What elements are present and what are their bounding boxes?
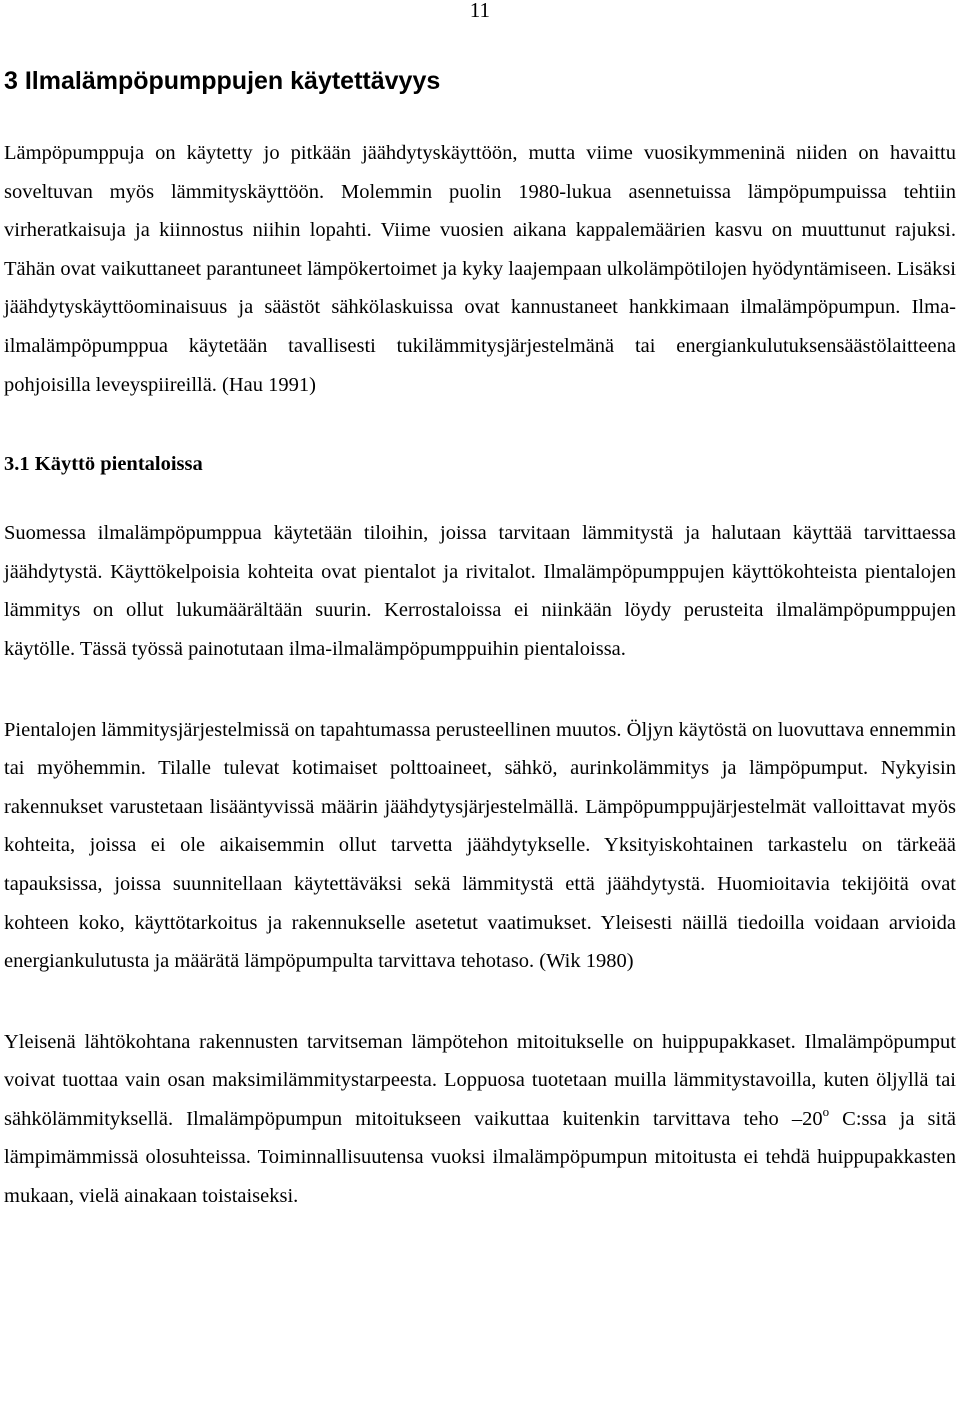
page-number: 11: [469, 0, 490, 22]
dimensioning-text-end: C:ssa ja sitä lämpimämmissä olosuhteissa. Toiminnallisuutensa vuoksi ilmalämpöpumpun mitoitusta ei tehdä huippupakkasten mukaan, vielä ainakaan toistaiseksi.: [4, 1107, 956, 1208]
paragraph-usage: Suomessa ilmalämpöpumppua käytetään tiloihin, joissa tarvitaan lämmitystä ja halutaan käyttää tarvittaessa jäähdytystä. Käyttökelpoisia kohteita ovat pientalot ja rivitalot. Ilmalämpöpumppujen käyttökohteista pientalojen lämmitys on ollut lukumäärältään suurin. Kerrostaloissa ei niinkään löydy perusteita ilmalämpöpumppujen käytölle. Tässä työssä painotutaan ilma-ilmalämpöpumppuihin pientaloissa.: [4, 522, 956, 660]
dimensioning-text-start: Yleisenä lähtökohtana rakennusten tarvitseman lämpötehon mitoitukselle on huippupakkaset. Ilmalämpöpumput voivat tuottaa vain osan maksimilämmitystarpeesta. Loppuosa tuotetaan muilla lämmitystavoilla, kuten öljyllä tai sähkölämmityksellä. Ilmalämpöpumpun mitoitukseen vaikuttaa kuitenkin tarvittava teho –20: [4, 1030, 956, 1130]
intro-paragraph: Lämpöpumppuja on käytetty jo pitkään jäähdytyskäyttöön, mutta viime vuosikymmeninä niiden on havaittu soveltuvan myös lämmityskäyttöön. Molemmin puolin 1980-lukua asennetuissa lämpöpumpuissa tehtiin virheratkaisuja ja kiinnostus niihin lopahti. Viime vuosien aikana kappalemäärien kasvu on muuttunut rajuksi. Tähän ovat vaikuttaneet parantuneet lämpökertoimet ja kyky laajempaan ulkolämpötilojen hyödyntämiseen. Lisäksi jäähdytyskäyttöominaisuus ja säästöt sähkölaskuissa ovat kannustaneet hankkimaan ilmalämpöpumpun. Ilma-ilmalämpöpumppua käytetään tavallisesti tukilämmitysjärjestelmänä tai energiankulutuksensäästölaitteena pohjoisilla leveyspiireillä. (Hau 1991): [4, 142, 956, 396]
section-title: 3 Ilmalämpöpumppujen käytettävyys: [4, 67, 441, 95]
paragraph-dimensioning: [4, 1023, 956, 1216]
paragraph-heating-systems: Pientalojen lämmitysjärjestelmissä on tapahtumassa perusteellinen muutos. Öljyn käytöstä on luovuttava ennemmin tai myöhemmin. Tilalle tulevat kotimaiset polttoaineet, sähkö, aurinkolämmitys ja lämpöpumput. Nykyisin rakennukset varustetaan lisääntyvissä määrin jäähdytysjärjestelmällä. Lämpöpumppujärjestelmät valloittavat myös kohteita, joissa ei ole aikaisemmin ollut tarvetta jäähdytykselle. Yksityiskohtainen tarkastelu on tärkeää tapauksissa, joissa suunnitellaan käytettäväksi sekä lämmitystä että jäähdytystä. Huomioitavia tekijöitä ovat kohteen koko, käyttötarkoitus ja rakennukselle asetetut vaatimukset. Yleisesti näillä tiedoilla voidaan arvioida energiankulutusta ja määrätä lämpöpumpulta tarvittava tehotaso. (Wik 1980): [4, 718, 956, 973]
subsection-title: 3.1 Käyttö pientaloissa: [4, 453, 203, 476]
degree-symbol: o: [822, 1103, 830, 1119]
document-body: [4, 62, 956, 1216]
